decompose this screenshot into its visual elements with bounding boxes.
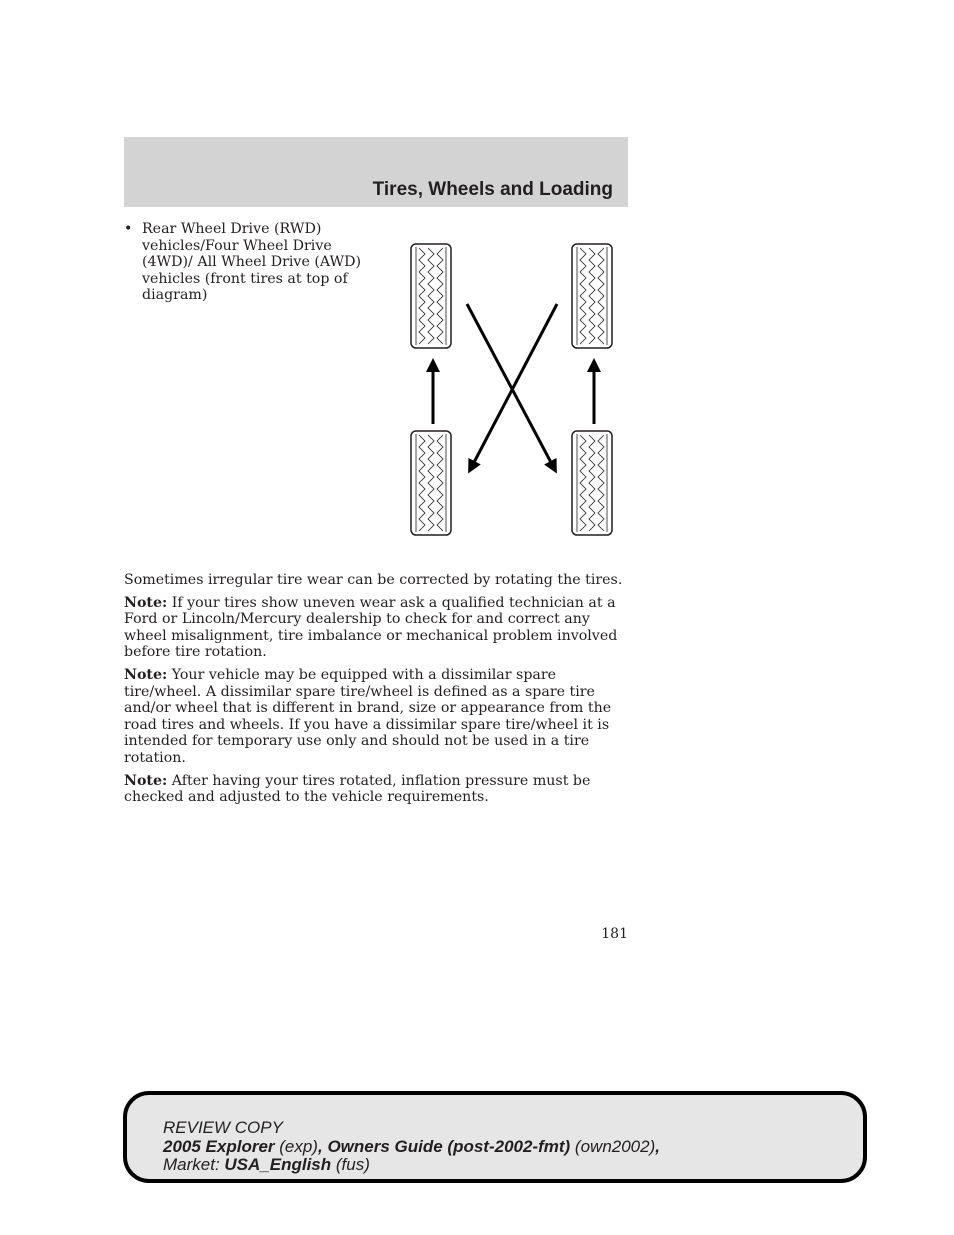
note-label: Note: — [124, 772, 168, 789]
tire-rear-right — [572, 431, 612, 535]
note-text: If your tires show uneven wear ask a qualified technician at a Ford or Lincoln/Mercury dealership to check for and correct any wheel misalignment, tire imbalance or mechanical problem involved before tire rotation. — [124, 594, 618, 661]
page-number: 181 — [601, 926, 628, 942]
section-title: Tires, Wheels and Loading — [372, 179, 613, 200]
section-header-band — [124, 137, 628, 207]
bullet-line: vehicles (front tires at top of — [142, 270, 348, 287]
note-text: Your vehicle may be equipped with a dissimilar spare tire/wheel. A dissimilar spare tire/wheel is defined as a spare tire and/or wheel that is different in brand, size or appearance from the road tires and wheels. If you have a dissimilar spare tire/wheel it is intended for temporary use only and should not be used in a tire rotation. — [124, 666, 612, 766]
market-label: Market: — [163, 1155, 225, 1174]
tire-rear-left — [411, 431, 451, 535]
bullet-marker: • — [124, 221, 133, 237]
bullet-line: Rear Wheel Drive (RWD) — [142, 221, 322, 237]
bullet-line: (4WD)/ All Wheel Drive (AWD) — [142, 254, 362, 270]
review-copy-box — [123, 1091, 867, 1183]
market-code: (fus) — [331, 1155, 370, 1174]
arrow-front-right-to-rear-left — [470, 304, 557, 470]
intro-paragraph: Sometimes irregular tire wear can be corrected by rotating the tires. — [124, 572, 623, 588]
guide-name: Owners Guide (post-2002-fmt) — [327, 1136, 571, 1156]
bullet-text — [142, 221, 367, 304]
market-line — [163, 1156, 660, 1175]
model-name: 2005 Explorer — [163, 1136, 275, 1156]
arrow-front-left-to-rear-right — [467, 304, 555, 470]
separator: , — [317, 1136, 328, 1156]
market-name: USA_English — [224, 1155, 332, 1174]
bullet-line: vehicles/Four Wheel Drive — [142, 237, 332, 254]
tire-front-left — [411, 244, 451, 348]
note-paragraph — [124, 773, 630, 806]
note-label: Note: — [124, 666, 168, 683]
review-copy-text — [163, 1119, 660, 1175]
note-text: After having your tires rotated, inflation pressure must be checked and adjusted to the vehicle requirements. — [124, 772, 591, 806]
guide-code: (own2002) — [570, 1136, 656, 1156]
tire-rotation-diagram — [400, 236, 630, 546]
note-label: Note: — [124, 594, 168, 611]
review-label: REVIEW COPY — [163, 1118, 283, 1137]
note-paragraph — [124, 595, 630, 661]
note-paragraph — [124, 667, 630, 767]
document-info-line — [163, 1138, 660, 1157]
separator: , — [655, 1136, 660, 1156]
bullet-line: diagram) — [142, 287, 208, 303]
model-code: (exp) — [274, 1136, 318, 1156]
tire-front-right — [572, 244, 612, 348]
body-text — [124, 572, 630, 812]
